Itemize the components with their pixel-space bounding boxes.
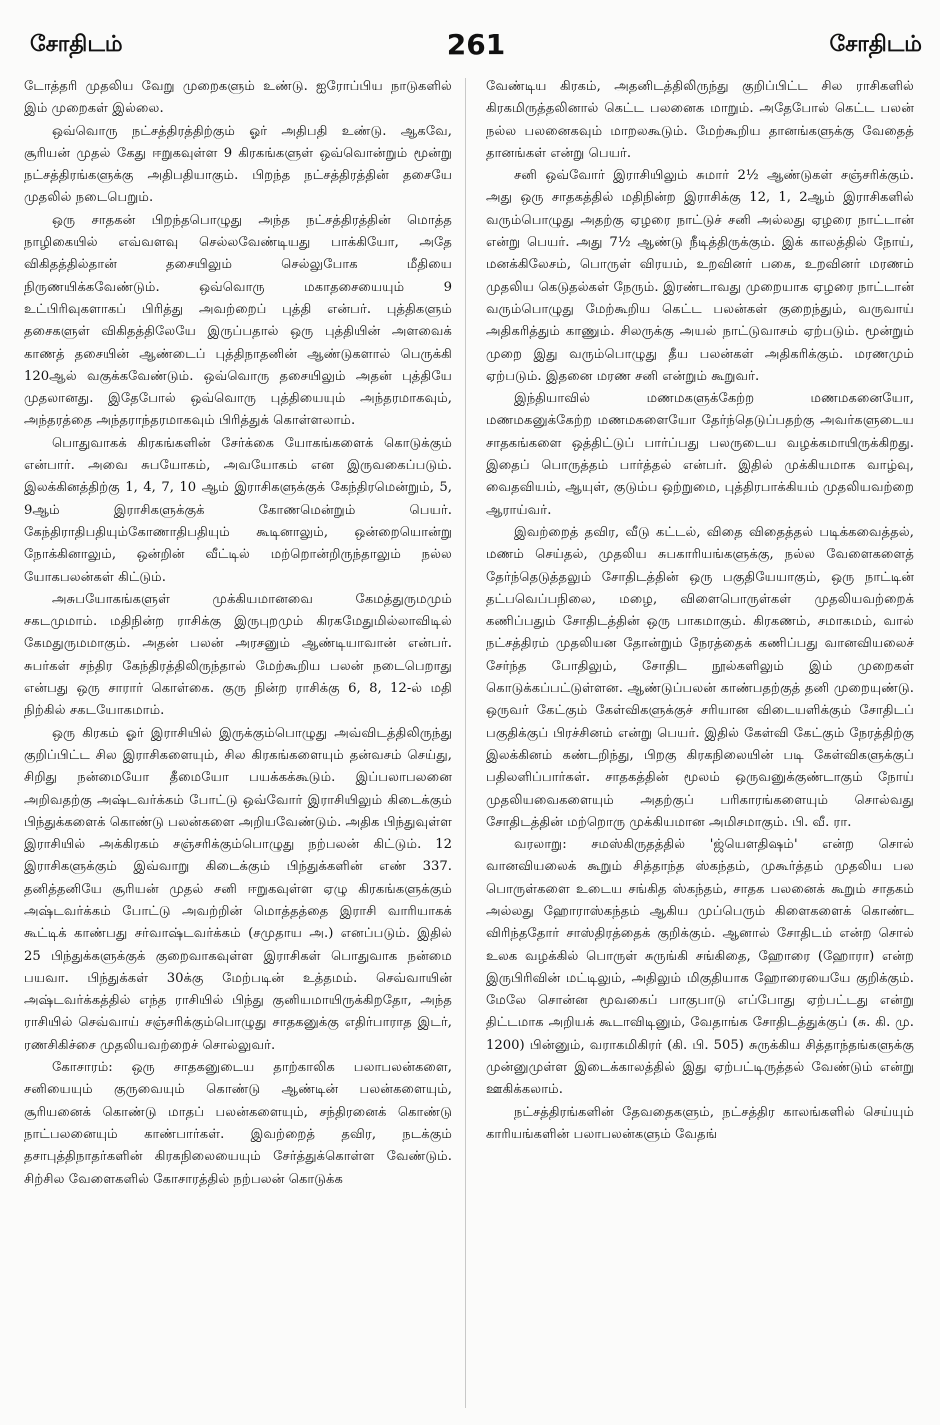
paragraph: பொதுவாகக் கிரகங்களின் சேர்க்கை யோகங்களைக் கொடுக்கும் என்பார். அவை சுபயோகம், அவயோகம் என இருவகைப்படும். இலக்கினத்திற்கு 1, 4, 7, 10 ஆம் இராசிகளுக்குக் கேந்திரமென்றும், 5, 9ஆம் இராசிகளுக்குக் கோணமென்றும் பெயர். கேந்திராதிபதியும்கோணாதிபதியும் கூடினாலும், ஒன்றையொன்று நோக்கினாலும், ஒன்றின் வீட்டில் மற்றொன்றிருந்தாலும் நல்ல யோகபலன்கள் கிட்டும். [24,435,452,585]
paragraph: கோசாரம்: ஒரு சாதகனுடைய தாற்காலிக பலாபலன்களை, சனியையும் குருவையும் கொண்டு ஆண்டின் பலன்களையும், சூரியனைக் கொண்டு மாதப் பலன்களையும், சந்திரனைக் கொண்டு நாட்பலனையும் காண்பார்கள். இவற்றைத் தவிர, நடக்கும் தசாபுத்திநாதர்களின் கிரகநிலையையும் சேர்த்துக்கொள்ள வேண்டும். சிற்சில வேளைகளில் கோசாரத்தில் நற்பலன் கொடுக்க [24,1060,452,1187]
paragraph: அசுபயோகங்களுள் முக்கியமானவை கேமத்துருமமும் சகடமுமாம். மதிநின்ற ராசிக்கு இருபுறமும் கிரகமேதுமில்லாவிடில் கேமதுருமமாகும். அதன் பலன் அரசனும் ஆண்டியாவான் என்பர். சுபர்கள் சந்திர கேந்திரத்திலிருந்தால் மேற்கூறிய பலன் நடைபெறாது என்பது ஒரு சாரார் கொள்கை. குரு நின்ற ராசிக்கு 6, 8, 12-ல் மதி நிற்கில் சகடயோகமாம். [24,591,452,719]
paragraph: ஒரு சாதகன் பிறந்தபொழுது அந்த நட்சத்திரத்தின் மொத்த நாழிகையில் எவ்வளவு செல்லவேண்டியது பாக்கியோ, அதே விகிதத்தில்தான் தசையிலும் செல்லுபோக மீதியை நிருணயிக்கவேண்டும். ஒவ்வொரு மகாதசையையும் 9 உட்பிரிவுகளாகப் பிரித்து அவற்றைப் புத்தி என்பர். புத்திகளும் தசைகளுள் விகிதத்திலேயே இருப்பதால் ஒரு புத்தியின் அளவைக் காணத் தசையின் ஆண்டைப் புத்திநாதனின் ஆண்டுகளால் பெருக்கி 120ஆல் வகுக்கவேண்டும். ஒவ்வொரு தசையிலும் அதன் புத்தியே முதலானது. இதேபோல் ஒவ்வொரு புத்தியையும் அந்தரமாகவும், அந்தரத்தை அந்தராந்தரமாகவும் பிரித்துக் கொள்ளலாம். [24,212,452,429]
paragraph: வரலாறு: சமஸ்கிருதத்தில் 'ஜ்யௌதிஷம்' என்ற சொல் வானவியலைக் கூறும் சித்தாந்த ஸ்கந்தம், முகூர்த்தம் முதலிய பல பொருள்களை உடைய சங்கித ஸ்கந்தம், சாதக பலனைக் கூறும் சாதகம் அல்லது ஹோராஸ்கந்தம் ஆகிய முப்பெரும் கிளைகளைக் கொண்ட விரிந்ததோர் சாஸ்திரத்தைக் குறிக்கும். ஆனால் சோதிடம் என்ற சொல் உலக வழக்கில் பொருள் சுருங்கி சங்கிதை, ஹோரை (ஹோரா) என்ற இருபிரிவின் மட்டிலும், அதிலும் மிகுதியாக ஹோரையையே குறிக்கும். மேலே சொன்ன மூவகைப் பாகுபாடு எப்போது ஏற்பட்டது என்று திட்டமாக அறியக் கூடாவிடினும், வேதாங்க சோதிடத்துக்குப் (சு. கி. மு. 1200) பின்னும், வராகமிகிரர் (கி. பி. 505) சுருக்கிய சித்தாந்தங்களுக்கு முன்னுமுள்ள இடைக்காலத்தில் இது ஏற்பட்டிருத்தல் வேண்டும் என்று ஊகிக்கலாம். [486,837,914,1098]
right-column [486,76,914,1411]
column-divider [465,78,466,1408]
running-header [30,28,922,68]
paragraph: ஒரு கிரகம் ஓர் இராசியில் இருக்கும்பொழுது அவ்விடத்திலிருந்து குறிப்பிட்ட சில இராசிகளையும், சில கிரகங்களையும் தன்வசம் செய்து, சிறிது நன்மையோ தீமையோ பயக்கக்கூடும். இப்பலாபலனை அறிவதற்கு அஷ்டவர்க்கம் போட்டு ஒவ்வோர் இராசியிலும் கிடைக்கும் பிந்துக்களைக் கொண்டு பலன்களை அறியவேண்டும். அதிக பிந்துவுள்ள இராசியில் அக்கிரகம் சஞ்சரிக்கும்பொழுது நற்பலன் கிட்டும். 12 இராசிகளுக்கும் இவ்வாறு கிடைக்கும் பிந்துக்களின் எண் 337. தனித்தனியே சூரியன் முதல் சனி ஈறுகவுள்ள ஏழு கிரகங்களுக்கும் அஷ்டவர்க்கம் போட்டு அவற்றின் மொத்தத்தை இராசி வாரியாகக் கூட்டிக் காண்பது சர்வாஷ்டவர்க்கம் (சமுதாய அ.) எனப்படும். இதில் 25 பிந்துக்களுக்குக் குறைவாகவுள்ள இராசிகள் பொதுவாக நன்மை பயவா. பிந்துக்கள் 30க்கு மேற்படின் உத்தமம். செவ்வாயின் அஷ்டவர்க்கத்தில் எந்த ராசியில் பிந்து குனியமாயிருக்கிறதோ, அந்த ராசியில் செவ்வாய் சஞ்சரிக்கும்பொழுது சாதகனுக்கு எதிர்பாராத இடர், ரணசிகிச்சை முதலியவற்றைச் சொல்லுவர். [24,725,452,1053]
left-column [24,76,452,1411]
paragraph: இவற்றைத் தவிர, வீடு கட்டல், விதை விதைத்தல் படிக்கவைத்தல், மணம் செய்தல், முதலிய சுபகாரியங்களுக்கு, நல்ல வேளைகளைத் தேர்ந்தெடுத்தலும் சோதிடத்தின் ஒரு பகுதியேயாகும், ஒரு நாட்டின் தட்பவெப்பநிலை, மழை, விளைபொருள்கள் முதலியவற்றைக் கணிப்பதும் சோதிடத்தின் ஒரு பாகமாகும். கிரகணம், சமாகமம், வால் நட்சத்திரம் முதலியன தோன்றும் நேரத்தைக் கணிப்பது வானவியலைச் சேர்ந்த போதிலும், சோதிட நூல்களிலும் இம் முறைகள் கொடுக்கப்பட்டுள்ளன. ஆண்டுப்பலன் காண்பதற்குத் தனி முறையுண்டு. ஒருவர் கேட்கும் கேள்விகளுக்குச் சரியான விடையளிக்கும் சோதிடப் பகுதிக்குப் பிரச்சினம் என்று பெயர். இதில் கேள்வி கேட்கும் நேரத்திற்கு இலக்கினம் கண்டறிந்து, பிறகு கிரகநிலையின் படி கேள்விகளுக்குப் பதிலளிப்பார்கள். சாதகத்தின் மூலம் ஒருவனுக்குண்டாகும் நோய் முதலியவைகளையும் அதற்குப் பரிகாரங்களையும் சொல்வது சோதிடத்தின் மற்றொரு முக்கியமான அமிசமாகும். பி. வீ. ரா. [486,524,914,830]
paragraph: சனி ஒவ்வோர் இராசியிலும் சுமார் 2½ ஆண்டுகள் சஞ்சரிக்கும். அது ஒரு சாதகத்தில் மதிநின்ற இராசிக்கு 12, 1, 2ஆம் இராசிகளில் வரும்பொழுது அதற்கு ஏழரை நாட்டுச் சனி அல்லது ஏழரை நாட்டான் என்று பெயர். அது 7½ ஆண்டு நீடித்திருக்கும். இக் காலத்தில் நோய், மனக்கிலேசம், பொருள் விரயம், உறவினர் பகை, உறவினர் மரணம் முதலிய கெடுதல்கள் நேரும். இரண்டாவது முறையாக ஏழரை நாட்டான் வரும்பொழுது மேற்கூறிய கெட்ட பலன்கள் குறைந்தும், வருவாய் அதிகரித்தும் காணும். சிலருக்கு அயல் நாட்டுவாசம் ஏற்படும். மூன்றும் முறை இது வரும்பொழுது தீய பலன்கள் அதிகரிக்கும். மரணமும் ஏற்படும். இதனை மரண சனி என்றும் கூறுவர். [486,168,914,384]
paragraph: ஒவ்வொரு நட்சத்திரத்திற்கும் ஓர் அதிபதி உண்டு. ஆகவே, சூரியன் முதல் கேது ஈறுகவுள்ள 9 கிரகங்களுள் ஒவ்வொன்றும் மூன்று நட்சத்திரங்களுக்கு அதிபதியாகும். பிறந்த நட்சத்திரத்தின் தசையே முதலில் நடைபெறும். [24,123,452,206]
paragraph: நட்சத்திரங்களின் தேவதைகளும், நட்சத்திர காலங்களில் செய்யும் காரியங்களின் பலாபலன்களும் வேதங் [486,1104,914,1142]
page-number: 261 [446,28,506,61]
paragraph: இந்தியாவில் மணமகளுக்கேற்ற மணமகனையோ, மணமகனுக்கேற்ற மணமகளையோ தேர்ந்தெடுப்பதற்கு அவர்களுடைய சாதகங்களை ஒத்திட்டுப் பார்ப்பது பலருடைய வழக்கமாயிருக்கிறது. இதைப் பொருத்தம் பார்த்தல் என்பர். இதில் முக்கியமாக வாழ்வு, வைதவியம், ஆயுள், குடும்ப ஒற்றுமை, புத்திரபாக்கியம் முதலியவற்றை ஆராய்வர். [486,391,914,518]
running-title-right: சோதிடம் [829,32,922,57]
paragraph: வேண்டிய கிரகம், அதனிடத்திலிருந்து குறிப்பிட்ட சில ராசிகளில் கிரகமிருத்தலினால் கெட்ட பலனைக மாறும். அதேபோல் கெட்ட பலன் நல்ல பலனைகவும் மாறலகூடும். மேற்கூறிய தானங்களுக்கு வேதைத் தானங்கள் என்று பெயர். [486,79,914,161]
paragraph: டோத்தரி முதலிய வேறு முறைகளும் உண்டு. ஐரோப்பிய நாடுகளில் இம் முறைகள் இல்லை. [24,79,452,117]
running-title-left: சோதிடம் [30,32,123,57]
